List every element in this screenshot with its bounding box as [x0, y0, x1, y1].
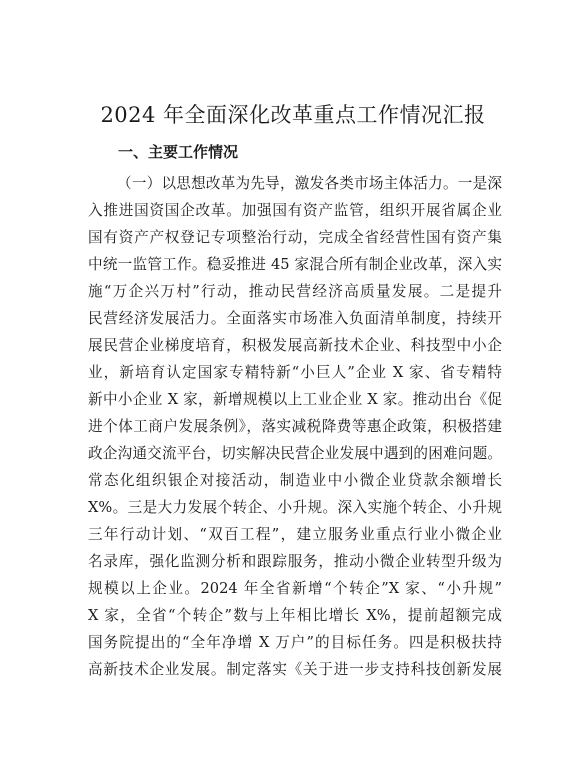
paragraph-line: X 家，全省“个转企”数与上年相比增长 X%，提前超额完成 [88, 607, 502, 624]
paragraph-line: 规模以上企业。2024 年全省新增“个转企”X 家、“小升规” [88, 580, 502, 597]
paragraph-line: 中统一监管工作。稳妥推进 45 家混合所有制企业改革，深入实 [88, 256, 502, 273]
paragraph-line: 进个体工商户发展条例》，落实减税降费等惠企政策，积极搭建 [88, 418, 502, 435]
paragraph-line: 常态化组织银企对接活动，制造业中小微企业贷款余额增长 [88, 472, 502, 489]
paragraph-line: 新中小企业 X 家，新增规模以上工业企业 X 家。推动出台《促 [88, 391, 502, 408]
paragraph-line: 高新技术企业发展。制定落实《关于进一步支持科技创新发展 [88, 661, 502, 678]
paragraph-line: 业，新培育认定国家专精特新“小巨人”企业 X 家、省专精特 [88, 364, 502, 381]
paragraph-line: X%。三是大力发展个转企、小升规。深入实施个转企、小升规 [88, 499, 502, 516]
paragraph-line: 施“万企兴万村”行动，推动民营经济高质量发展。二是提升 [88, 283, 502, 300]
paragraph-line: 三年行动计划、“双百工程”，建立服务业重点行业小微企业 [88, 526, 502, 543]
paragraph-line: 入推进国资国企改革。加强国有资产监管，组织开展省属企业 [88, 202, 502, 219]
document-title: 2024 年全面深化改革重点工作情况汇报 [100, 103, 486, 127]
paragraph-line: 民营经济发展活力。全面落实市场准入负面清单制度，持续开 [88, 310, 502, 327]
paragraph-line: 展民营企业梯度培育，积极发展高新技术企业、科技型中小企 [88, 337, 502, 354]
paragraph-line: 政企沟通交流平台，切实解决民营企业发展中遇到的困难问题。 [88, 445, 502, 462]
section-heading: 一、主要工作情况 [118, 143, 239, 161]
paragraph-line: 国务院提出的“全年净增 X 万户”的目标任务。四是积极扶持 [88, 634, 502, 651]
paragraph-line: （一）以思想改革为先导，激发各类市场主体活力。一是深 [117, 175, 502, 192]
paragraph-line: 国有资产产权登记专项整治行动，完成全省经营性国有资产集 [88, 229, 502, 246]
paragraph-line: 名录库，强化监测分析和跟踪服务，推动小微企业转型升级为 [88, 553, 502, 570]
